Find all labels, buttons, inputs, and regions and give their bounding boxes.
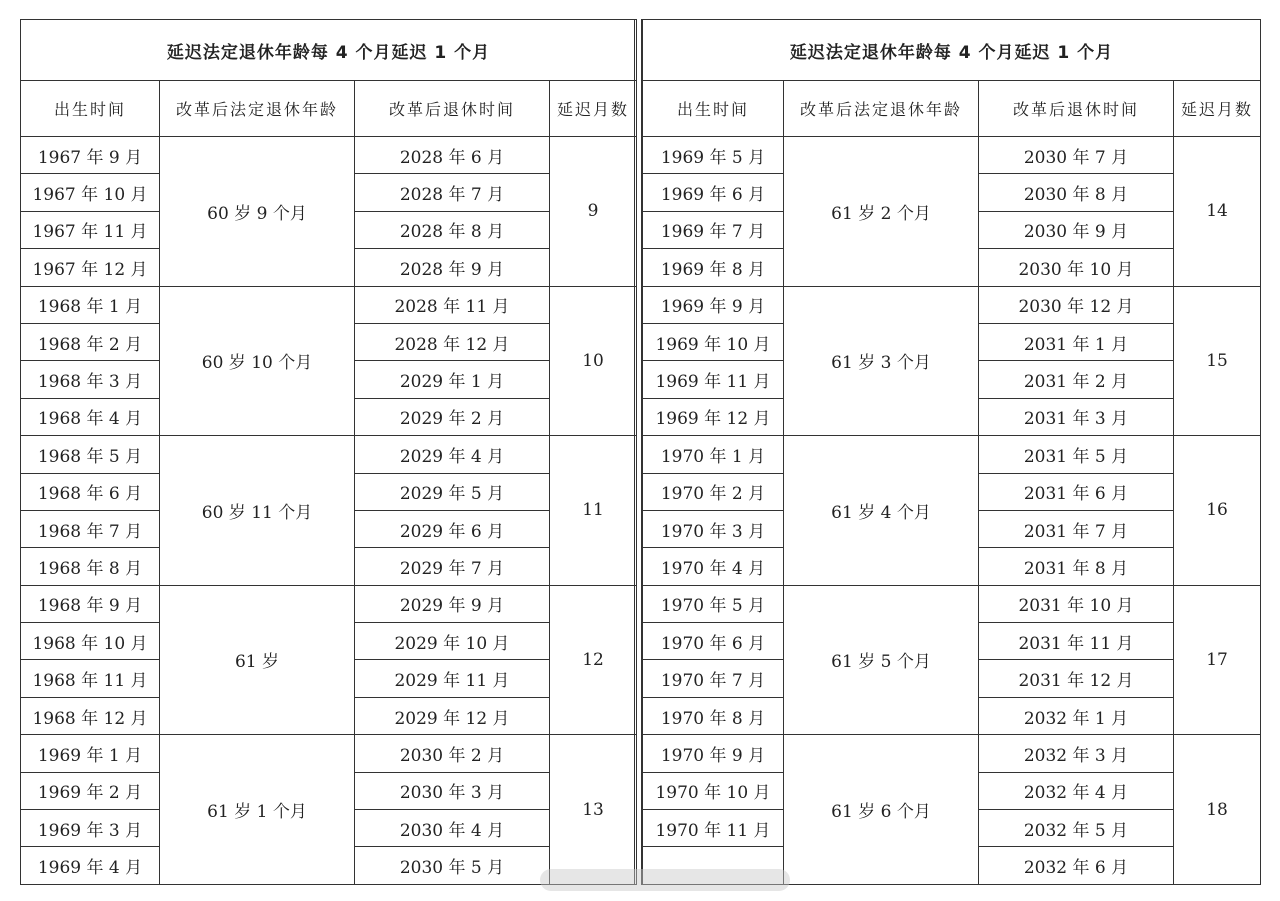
birth-cell: 1969 年 12 月 [643,398,784,435]
retirement-time-cell: 2028 年 9 月 [355,249,550,286]
birth-cell [643,847,784,885]
delay-months-cell: 16 [1174,436,1261,586]
retirement-time-cell: 2031 年 10 月 [979,585,1174,622]
retirement-time-cell: 2031 年 3 月 [979,398,1174,435]
table-row [21,436,637,473]
header-delay-months: 延迟月数 [1174,81,1261,137]
table-row [21,585,637,622]
retirement-age-cell: 60 岁 11 个月 [160,436,355,586]
left-table-panel [20,19,636,885]
birth-cell: 1970 年 3 月 [643,510,784,547]
delay-months-cell: 10 [550,286,637,436]
header-retirement-age: 改革后法定退休年龄 [784,81,979,137]
retirement-age-cell: 61 岁 2 个月 [784,137,979,287]
birth-cell: 1968 年 12 月 [21,697,160,734]
retirement-age-cell: 60 岁 10 个月 [160,286,355,436]
retirement-time-cell: 2031 年 5 月 [979,436,1174,473]
table-row [643,735,1261,772]
retirement-time-cell: 2029 年 1 月 [355,361,550,398]
birth-cell: 1969 年 7 月 [643,211,784,248]
retirement-age-cell: 61 岁 5 个月 [784,585,979,735]
table-row [21,286,637,323]
retirement-time-cell: 2028 年 12 月 [355,323,550,360]
retirement-time-cell: 2029 年 7 月 [355,548,550,585]
retirement-time-cell: 2029 年 5 月 [355,473,550,510]
birth-cell: 1969 年 3 月 [21,810,160,847]
delay-months-cell: 13 [550,735,637,885]
retirement-time-cell: 2030 年 7 月 [979,137,1174,174]
birth-cell: 1969 年 11 月 [643,361,784,398]
retirement-age-cell: 61 岁 6 个月 [784,735,979,885]
table-row [643,585,1261,622]
delay-months-cell: 9 [550,137,637,287]
birth-cell: 1970 年 9 月 [643,735,784,772]
birth-cell: 1969 年 1 月 [21,735,160,772]
birth-cell: 1967 年 10 月 [21,174,160,211]
birth-cell: 1968 年 9 月 [21,585,160,622]
birth-cell: 1969 年 4 月 [21,847,160,885]
birth-cell: 1970 年 5 月 [643,585,784,622]
birth-cell: 1970 年 8 月 [643,697,784,734]
birth-cell: 1969 年 10 月 [643,323,784,360]
retirement-time-cell: 2029 年 11 月 [355,660,550,697]
retirement-time-cell: 2030 年 12 月 [979,286,1174,323]
retirement-time-cell: 2028 年 7 月 [355,174,550,211]
retirement-age-cell: 60 岁 9 个月 [160,137,355,287]
birth-cell: 1970 年 1 月 [643,436,784,473]
retirement-time-cell: 2028 年 11 月 [355,286,550,323]
birth-cell: 1970 年 2 月 [643,473,784,510]
birth-cell: 1968 年 3 月 [21,361,160,398]
birth-cell: 1968 年 2 月 [21,323,160,360]
panel-divider [634,19,642,885]
retirement-age-cell: 61 岁 3 个月 [784,286,979,436]
retirement-time-cell: 2029 年 6 月 [355,510,550,547]
retirement-table-left [20,19,637,885]
birth-cell: 1968 年 4 月 [21,398,160,435]
retirement-age-cell: 61 岁 [160,585,355,735]
delay-months-cell: 14 [1174,137,1261,287]
retirement-time-cell: 2030 年 9 月 [979,211,1174,248]
table-row [21,735,637,772]
right-table-panel [642,19,1260,885]
header-birth-time: 出生时间 [643,81,784,137]
table-row [643,436,1261,473]
delay-months-cell: 17 [1174,585,1261,735]
delay-months-cell: 11 [550,436,637,586]
retirement-time-cell: 2031 年 12 月 [979,660,1174,697]
birth-cell: 1967 年 11 月 [21,211,160,248]
retirement-table-right [642,19,1261,885]
birth-cell: 1969 年 2 月 [21,772,160,809]
header-retirement-time: 改革后退休时间 [355,81,550,137]
birth-cell: 1968 年 5 月 [21,436,160,473]
header-retirement-age: 改革后法定退休年龄 [160,81,355,137]
birth-cell: 1968 年 6 月 [21,473,160,510]
birth-cell: 1969 年 9 月 [643,286,784,323]
birth-cell: 1970 年 7 月 [643,660,784,697]
birth-cell: 1970 年 4 月 [643,548,784,585]
table-row [21,137,637,174]
retirement-time-cell: 2029 年 2 月 [355,398,550,435]
table-title: 延迟法定退休年龄每 4 个月延迟 1 个月 [643,20,1261,81]
retirement-time-cell: 2032 年 3 月 [979,735,1174,772]
retirement-time-cell: 2030 年 2 月 [355,735,550,772]
retirement-table-document [20,19,1260,885]
retirement-time-cell: 2028 年 6 月 [355,137,550,174]
birth-cell: 1969 年 5 月 [643,137,784,174]
retirement-time-cell: 2029 年 10 月 [355,623,550,660]
retirement-time-cell: 2031 年 1 月 [979,323,1174,360]
header-retirement-time: 改革后退休时间 [979,81,1174,137]
header-delay-months: 延迟月数 [550,81,637,137]
birth-cell: 1970 年 6 月 [643,623,784,660]
retirement-time-cell: 2030 年 8 月 [979,174,1174,211]
retirement-time-cell: 2031 年 2 月 [979,361,1174,398]
birth-cell: 1968 年 10 月 [21,623,160,660]
birth-cell: 1969 年 8 月 [643,249,784,286]
retirement-time-cell: 2031 年 8 月 [979,548,1174,585]
retirement-time-cell: 2032 年 1 月 [979,697,1174,734]
birth-cell: 1968 年 7 月 [21,510,160,547]
delay-months-cell: 12 [550,585,637,735]
table-row [643,137,1261,174]
retirement-time-cell: 2032 年 5 月 [979,810,1174,847]
retirement-time-cell: 2030 年 3 月 [355,772,550,809]
retirement-time-cell: 2031 年 7 月 [979,510,1174,547]
retirement-age-cell: 61 岁 4 个月 [784,436,979,586]
retirement-time-cell: 2030 年 5 月 [355,847,550,885]
birth-cell: 1967 年 9 月 [21,137,160,174]
retirement-time-cell: 2032 年 4 月 [979,772,1174,809]
delay-months-cell: 18 [1174,735,1261,885]
retirement-time-cell: 2031 年 11 月 [979,623,1174,660]
table-row [643,286,1261,323]
retirement-time-cell: 2030 年 10 月 [979,249,1174,286]
birth-cell: 1968 年 11 月 [21,660,160,697]
header-birth-time: 出生时间 [21,81,160,137]
delay-months-cell: 15 [1174,286,1261,436]
birth-cell: 1968 年 1 月 [21,286,160,323]
retirement-time-cell: 2029 年 12 月 [355,697,550,734]
retirement-time-cell: 2031 年 6 月 [979,473,1174,510]
retirement-time-cell: 2029 年 9 月 [355,585,550,622]
birth-cell: 1969 年 6 月 [643,174,784,211]
retirement-time-cell: 2028 年 8 月 [355,211,550,248]
birth-cell: 1970 年 10 月 [643,772,784,809]
table-title: 延迟法定退休年龄每 4 个月延迟 1 个月 [21,20,637,81]
retirement-time-cell: 2029 年 4 月 [355,436,550,473]
birth-cell: 1967 年 12 月 [21,249,160,286]
birth-cell: 1968 年 8 月 [21,548,160,585]
retirement-time-cell: 2032 年 6 月 [979,847,1174,885]
birth-cell: 1970 年 11 月 [643,810,784,847]
retirement-age-cell: 61 岁 1 个月 [160,735,355,885]
retirement-time-cell: 2030 年 4 月 [355,810,550,847]
